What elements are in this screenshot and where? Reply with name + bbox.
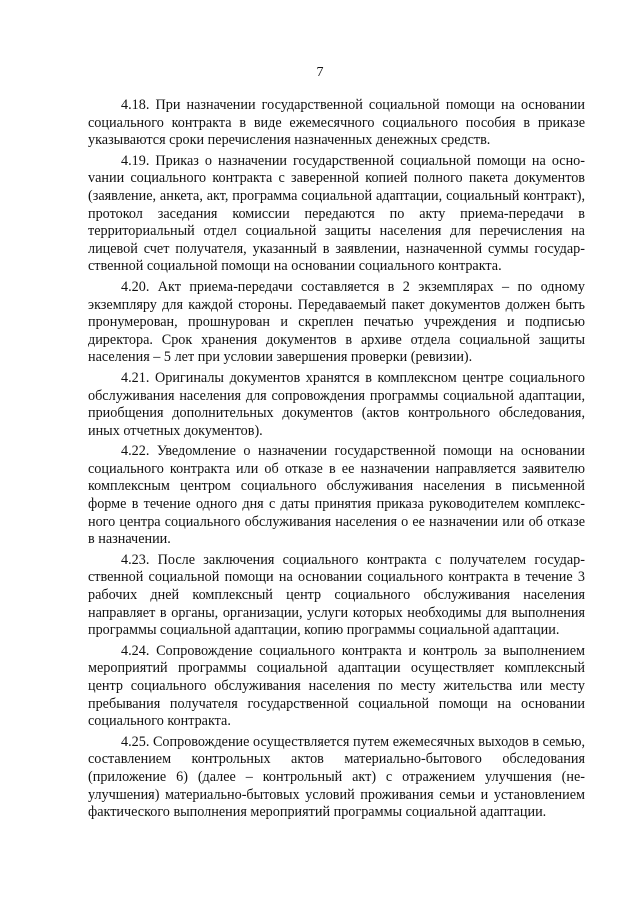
- document-body: [88, 97, 585, 825]
- paragraph-4-21: 4.21. Оригиналы документов хранятся в комплексном центре социального обслуживания населения для сопровождения программы социальной адаптации, приобщения дополнительных документов (актов контрольного обследования, иных отчетных документов).: [88, 369, 585, 439]
- paragraph-4-19: 4.19. Приказ о назначении государственной социальной помощи на осноvании социального контракта с заверенной копией полного пакета документов (заявление, анкета, акт, программа социальной адаптации, социальный контракт), протокол заседания комиссии передаются по акту приема-передачи в территориальный отдел социальной защиты населения для перечисления на лицевой счет получателя, указанный в заявлении, назначенной суммы государственной социальной помощи на основании социального контракта.: [88, 152, 585, 275]
- paragraph-4-20: 4.20. Акт приема-передачи составляется в 2 экземплярах – по одному экземпляру для каждой стороны. Передаваемый пакет документов должен быть пронумерован, прошнурован и скреплен печатью учреждения и подписью директора. Срок хранения документов в архиве отдела социальной защиты населения – 5 лет при условии завершения проверки (ревизии).: [88, 278, 585, 366]
- paragraph-4-25: 4.25. Сопровождение осуществляется путем ежемесячных выходов в семью, составлением контрольных актов материально-бытового обследования (приложение 6) (далее – контрольный акт) с отражением улучшения (неулучшения) материально-бытовых условий проживания семьи и установлением фактического выполнения мероприятий программы социальной адаптации.: [88, 733, 585, 821]
- paragraph-4-23: 4.23. После заключения социального контракта с получателем государственной социальной помощи на основании социального контракта в течение 3 рабочих дней комплексный центр социального обслуживания населения направляет в органы, организации, услуги которых необходимы для выполнения программы социальной адаптации, копию программы социальной адаптации.: [88, 551, 585, 639]
- paragraph-4-18: 4.18. При назначении государственной социальной помощи на основании социального контракта в виде ежемесячного социального пособия в приказе указываются сроки перечисления назначенных денежных средств.: [88, 97, 585, 149]
- page-number: 7: [316, 65, 324, 80]
- paragraph-4-24: 4.24. Сопровождение социального контракта и контроль за выполнением мероприятий программы социальной адаптации осуществляет комплексный центр социального обслуживания населения по месту жительства или месту пребывания получателя государственной социальной помощи на основании социального контракта.: [88, 642, 585, 730]
- paragraph-4-22: 4.22. Уведомление о назначении государственной помощи на основании социального контракта или об отказе в ее назначении направляется заявителю комплексным центром социального обслуживания населения в письменной форме в течение одного дня с даты принятия приказа руководителем комплексного центра социального обслуживания населения о ее назначении или об отказе в назначении.: [88, 443, 585, 548]
